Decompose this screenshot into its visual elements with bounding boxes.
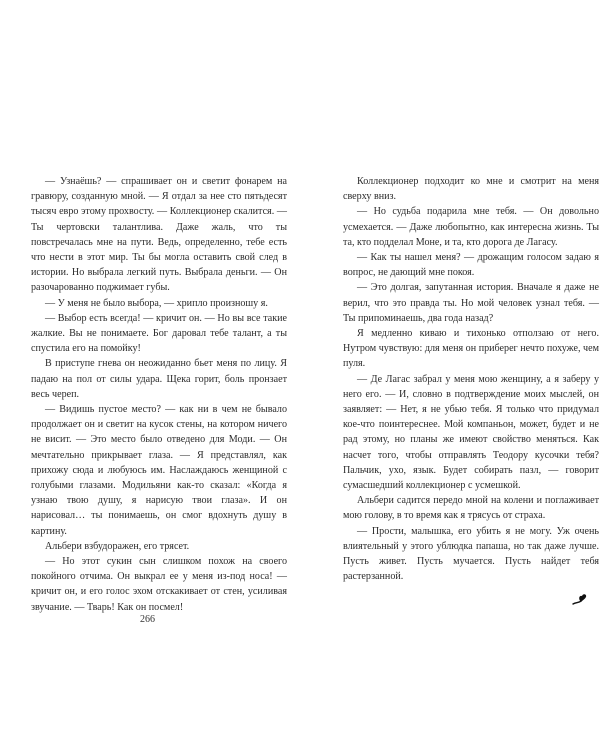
left-paragraph-2: — У меня не было выбора, — хрипло произношу я. (45, 297, 268, 309)
right-paragraph-8: — Прости, малышка, его убить я не могу. Уж очень влиятельный у этого ублюдка папаша, но так даже лучше. Пусть живет. Пусть мучается. Пусть найдет тебя растерзанной. (343, 525, 599, 583)
left-paragraph-1: — Узнаёшь? — спрашивает он и светит фонарем на гравюру, созданную мной. — Я отдал за нее сто пятьдесят тысяч евро этому прохвосту. — Коллекционер скалится. — Ты чертовски талантлива. Даже жаль, что ты повстречалась мне на пути. Ведь, определенно, тебе есть что нести в этот мир. Ты бы могла оставить свой след в истории. Но выбрала легкий путь. Выбрала деньги. — Он разочарованно поджимает губы. (31, 176, 287, 294)
right-paragraph-4: — Это долгая, запутанная история. Вначале я даже не верил, что это правда ты. Но мой человек узнал тебя. — Ты припоминаешь, два года назад? (343, 282, 599, 324)
right-paragraph-6: — Де Лагас забрал у меня мою женщину, а я заберу у него его. — И, словно в подтверждение моих мыслей, он заявляет: — Нет, я не убью тебя. Я только что придумал кое-что поинтереснее. Мой компаньон, может, будет и не рад этому, но планы же имеют свойство меняться. Как насчет того, чтобы отправлять Теодору кусочки тебя? Пальчик, ухо, язык. Будет собирать пазл, — говорит сумасшедший коллекционер с усмешкой. (343, 373, 599, 492)
heart-ornament-icon (570, 587, 592, 609)
left-paragraph-4: В приступе гнева он неожиданно бьет меня по лицу. Я падаю на пол от силы удара. Щека горит, боль пронзает весь череп. (31, 358, 287, 400)
right-paragraph-7: Альбери садится передо мной на колени и поглаживает мою голову, в то время как я трясусь от страха. (343, 495, 599, 522)
left-paragraph-7: — Но этот сукин сын слишком похож на своего покойного отчима. Он выкрал ее у меня из-под носа! — кричит он, и его голос эхом отскакивает от стен, усиливая звучание. — Тварь! Как он посмел! (31, 556, 287, 613)
left-paragraph-6: Альбери взбудоражен, его трясет. (45, 540, 190, 552)
right-paragraph-1: Коллекционер подходит ко мне и смотрит на меня сверху вниз. (343, 176, 599, 203)
left-paragraph-3: — Выбор есть всегда! — кричит он. — Но вы все такие жалкие. Вы не понимаете. Бог даровал тебе талант, а ты спустила его на помойку! (31, 312, 287, 355)
left-paragraph-5: — Видишь пустое место? — как ни в чем не бывало продолжает он и светит на кусок стены, на котором ничего не висит. — Это место было отведено для Моди. — Он мечтательно прикрывает глаза. — Я представлял, как прихожу сюда и любуюсь им. Наслаждаюсь женщиной с голубыми глазами. Модильяни как-то сказал: «Когда я узнаю твою душу, я нарисую твои глаза». И он нарисовал… ты понимаешь, он смог вдохнуть душу в картину. (31, 404, 287, 537)
right-paragraph-2: — Но судьба подарила мне тебя. — Он довольно усмехается. — Даже любопытно, как интересна жизнь. Ты та, кто подделал Моне, и та, кто дорога де Лагасу. (343, 206, 599, 248)
page-number: 266 (140, 614, 155, 625)
left-text-column (31, 174, 287, 615)
right-paragraph-3: — Как ты нашел меня? — дрожащим голосом задаю я вопрос, не дающий мне покоя. (343, 252, 599, 279)
right-paragraph-5: Я медленно киваю и тихонько отползаю от него. Нутром чувствую: для меня он приберег нечто похуже, чем пуля. (343, 328, 599, 370)
right-text-column (343, 174, 599, 584)
